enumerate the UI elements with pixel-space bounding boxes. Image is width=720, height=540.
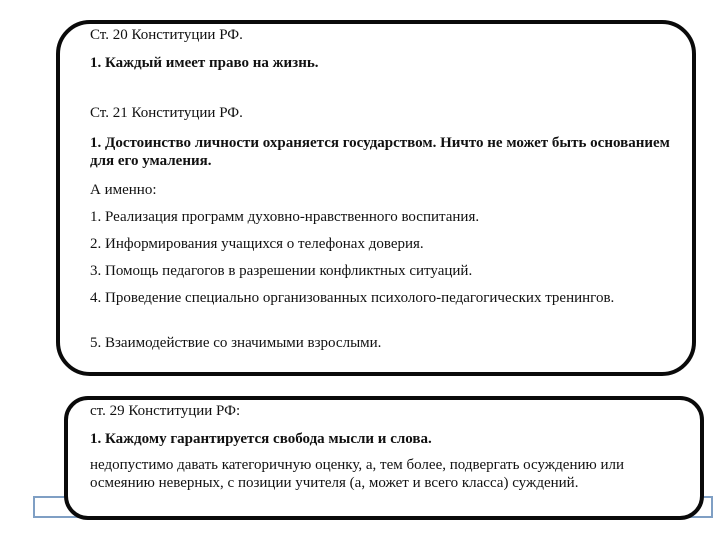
article-29-text: 1. Каждому гарантируется свобода мысли и слова.	[90, 431, 432, 447]
measure-item: 4. Проведение специально организованных психолого-педагогических тренингов.	[90, 290, 615, 306]
article-29-title: ст. 29 Конституции РФ:	[90, 403, 241, 419]
article-21-text: 1. Достоинство личности охраняется государством. Ничто не может быть основанием для его умаления.	[90, 135, 670, 169]
article-20-text: 1. Каждый имеет право на жизнь.	[90, 55, 319, 71]
article-21-title: Ст. 21 Конституции РФ.	[90, 105, 243, 121]
measure-item: 3. Помощь педагогов в разрешении конфликтных ситуаций.	[90, 263, 473, 279]
article-20-title: Ст. 20 Конституции РФ.	[90, 27, 243, 43]
measure-item: 1. Реализация программ духовно-нравственного воспитания.	[90, 209, 480, 225]
article-29-note: недопустимо давать категоричную оценку, а, тем более, подвергать осуждению или осмеянию неверных, с позиции учителя (а, может и всего класса) суждений.	[90, 457, 625, 491]
measures-intro: А именно:	[90, 182, 157, 198]
measure-item: 5. Взаимодействие со значимыми взрослыми.	[90, 335, 382, 351]
measure-item: 2. Информирования учащихся о телефонах доверия.	[90, 236, 424, 252]
